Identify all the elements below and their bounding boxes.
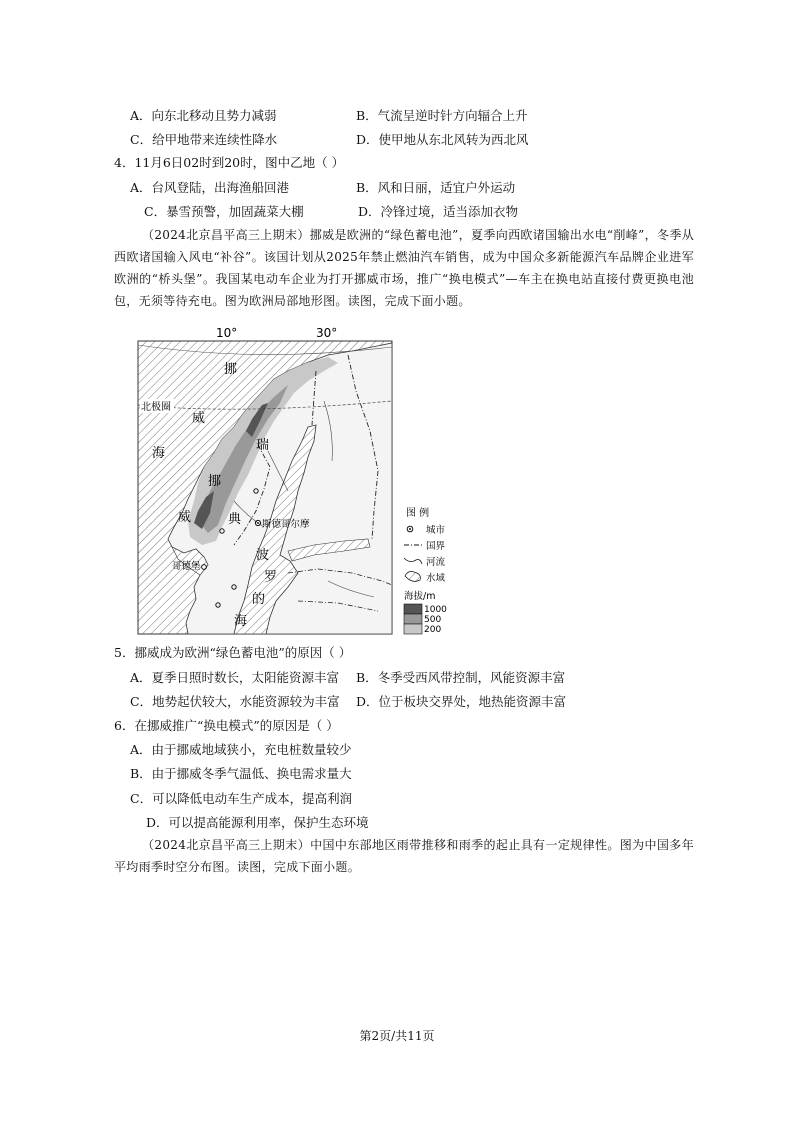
legend-elevation-title: 海拔/m xyxy=(404,591,436,602)
label-de: 的 xyxy=(252,592,266,607)
q5-option-b: B．冬季受西风带控制，风能资源丰富 xyxy=(356,670,566,685)
q3-option-c: C．给甲地带来连续性降水 xyxy=(130,132,278,147)
label-nuo-2: 挪 xyxy=(208,474,222,489)
label-dian: 典 xyxy=(228,512,242,527)
city-stockholm-label: 斯德哥尔摩 xyxy=(262,519,310,530)
q3-option-b: B．气流呈逆时针方向辐合上升 xyxy=(356,108,528,123)
q5-stem: 5．挪威成为欧洲“绿色蓄电池”的原因（ ） xyxy=(114,645,352,660)
map-legend xyxy=(404,506,447,635)
label-bo: 波 xyxy=(256,548,270,563)
label-wei-2: 威 xyxy=(178,510,192,525)
q4-option-a: A．台风登陆，出海渔船回港 xyxy=(130,180,290,195)
legend-elev-500-swatch xyxy=(404,614,422,624)
city-gothenburg-label: 哥德堡 xyxy=(172,561,201,572)
q6-option-a: A．由于挪威地域狭小，充电桩数量较少 xyxy=(130,742,352,757)
q5-option-d: D．位于板块交界处，地热能资源丰富 xyxy=(356,694,567,709)
legend-water-label: 水域 xyxy=(426,573,446,584)
legend-elev-200-swatch xyxy=(404,624,422,634)
legend-elev-200: 200 xyxy=(424,625,442,635)
q4-option-b: B．风和日丽，适宜户外运动 xyxy=(356,180,516,195)
q5-option-a: A．夏季日照时数长，太阳能资源丰富 xyxy=(130,670,340,685)
europe-terrain-map xyxy=(128,326,508,641)
q6-stem: 6．在挪威推广“换电模式”的原因是（ ） xyxy=(114,718,339,733)
label-hai: 海 xyxy=(152,446,166,461)
label-hai-2: 海 xyxy=(234,614,248,629)
intro-paragraph-rain-season: （2024北京昌平高三上期末）中国中东部地区雨带推移和雨季的起止具有一定规律性。图为中国多年平均雨季时空分布图。读图，完成下面小题。 xyxy=(114,838,694,874)
legend-title: 图 例 xyxy=(406,508,430,519)
legend-river-label: 河流 xyxy=(426,557,446,568)
q6-option-c: C．可以降低电动车生产成本，提高利润 xyxy=(130,791,353,806)
q4-option-d: D．冷锋过境，适当添加衣物 xyxy=(358,204,519,219)
arctic-circle-label: 北极圈 xyxy=(141,402,171,413)
label-wei: 威 xyxy=(192,411,206,426)
label-luo: 罗 xyxy=(264,570,278,585)
label-nuo: 挪 xyxy=(224,362,238,377)
intro-paragraph-norway: （2024北京昌平高三上期末）挪威是欧洲的“绿色蓄电池”，夏季向西欧诸国输出水电“削峰”，冬季从西欧诸国输入风电“补谷”。该国计划从2025年禁止燃油汽车销售，成为中国众多新能源汽车品牌企业进军欧洲的“桥头堡”。我国某电动车企业为打开挪威市场，推广“换电模式”—车主在换电站直接付费更换电池包，无须等待充电。图为欧洲局部地形图。读图，完成下面小题。 xyxy=(114,228,694,308)
q4-option-c: C．暴雪预警，加固蔬菜大棚 xyxy=(144,204,304,219)
longitude-30-label: 30° xyxy=(316,326,338,340)
legend-river-icon xyxy=(404,558,422,564)
q3-option-d: D．使甲地从东北风转为西北风 xyxy=(356,132,529,147)
q4-stem: 4．11月6日02时到20时，图中乙地（ ） xyxy=(114,155,345,170)
q6-option-b: B．由于挪威冬季气温低、换电需求量大 xyxy=(130,766,352,781)
q3-option-a: A．向东北移动且势力减弱 xyxy=(130,108,277,123)
longitude-10-label: 10° xyxy=(216,326,238,340)
label-rui: 瑞 xyxy=(256,438,270,453)
legend-border-label: 国界 xyxy=(426,541,446,552)
page-footer: 第2页/共11页 xyxy=(359,1029,435,1043)
legend-elev-1000-swatch xyxy=(404,604,422,614)
legend-water-icon xyxy=(405,572,420,582)
q5-option-c: C．地势起伏较大，水能资源较为丰富 xyxy=(130,694,340,709)
legend-city-label: 城市 xyxy=(426,525,446,536)
legend-elev-500: 500 xyxy=(424,615,442,625)
city-stockholm-dot xyxy=(257,522,259,524)
legend-elev-1000: 1000 xyxy=(424,605,447,615)
q6-option-d: D．可以提高能源利用率，保护生态环境 xyxy=(146,815,369,830)
